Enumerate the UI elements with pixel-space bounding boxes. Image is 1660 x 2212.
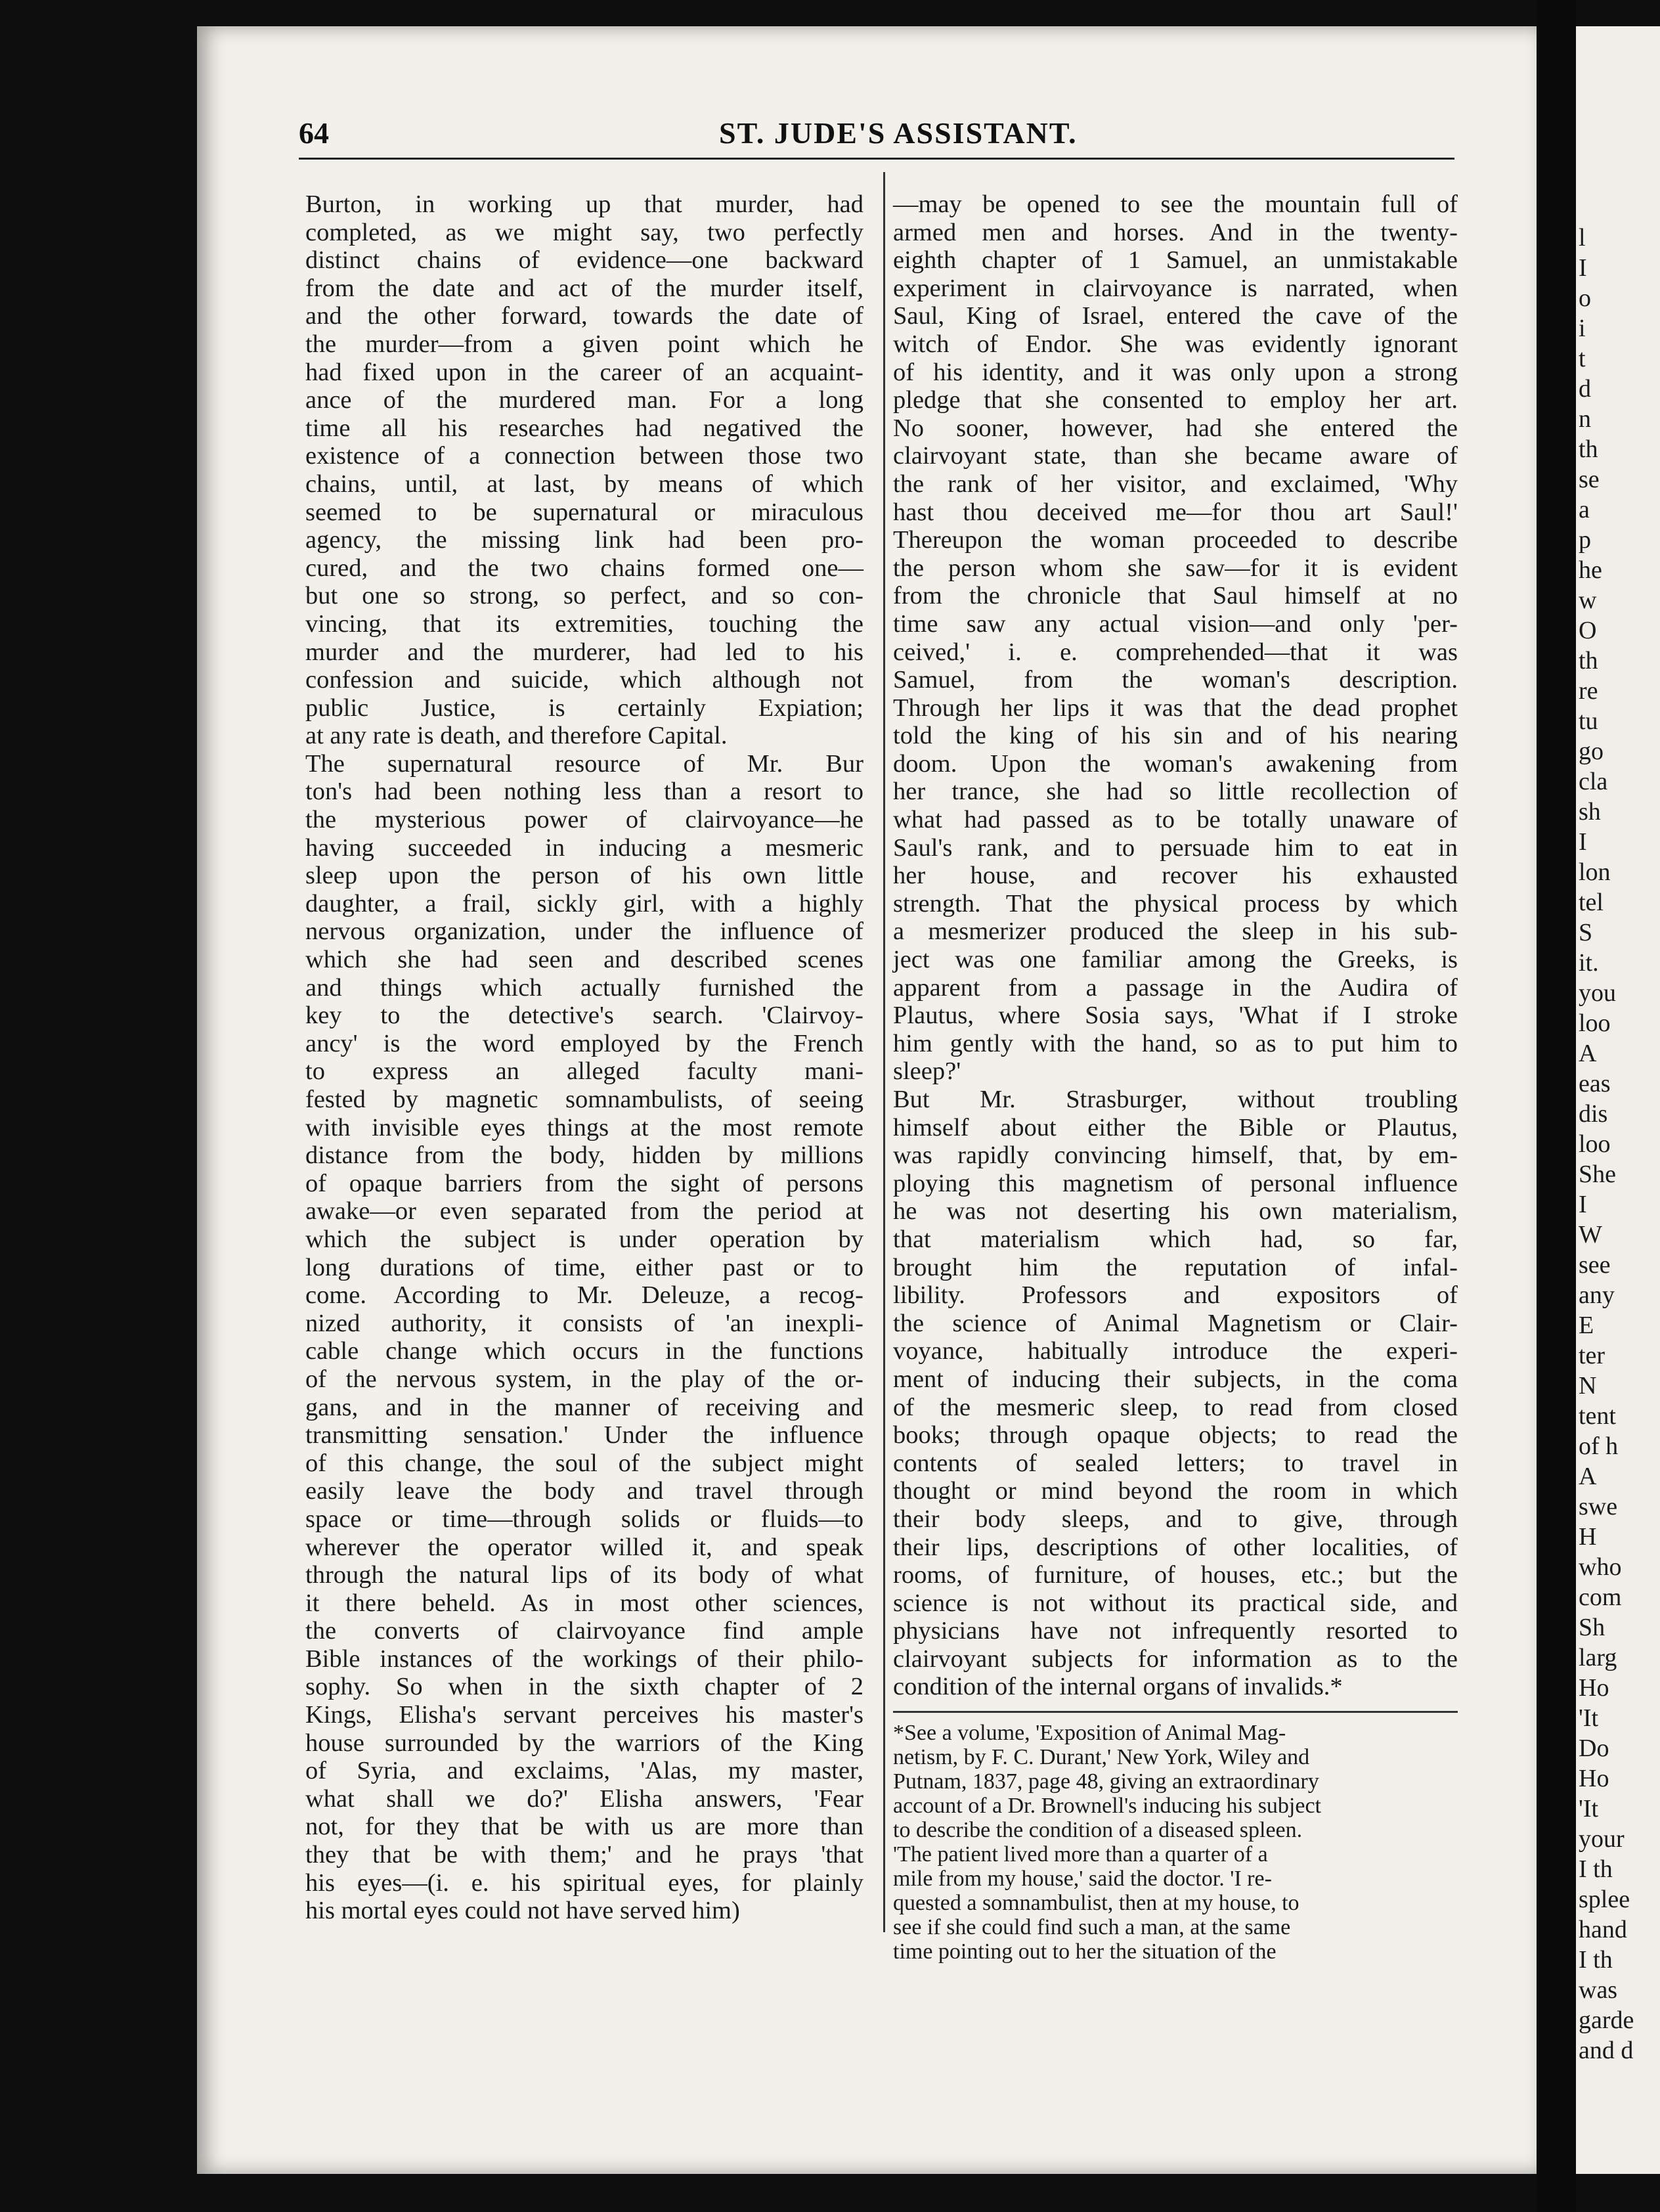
text-line: he was not deserting his own materialism, [893,1197,1458,1226]
text-line: confession and suicide, which although not [305,666,863,694]
text-line: ceived,' i. e. comprehended—that it was [893,638,1458,666]
text-line: doom. Upon the woman's awakening from [893,749,1458,778]
facing-page-fragment: d [1579,375,1591,403]
text-line: cured, and the two chains formed one— [305,554,863,582]
text-line: her house, and recover his exhausted [893,862,1458,890]
text-line: the rank of her visitor, and exclaimed, 'Why [893,470,1458,498]
facing-page-fragment: I [1579,1191,1587,1218]
facing-page-fragment: th [1579,647,1598,675]
text-line: science is not without its practical side, and [893,1589,1458,1617]
facing-page-fragment: any [1579,1281,1615,1309]
facing-page-fragment: loo [1579,1130,1611,1158]
facing-page-fragment: tel [1579,889,1604,916]
text-line: chains, until, at last, by means of which [305,470,863,498]
facing-page-fragment: dis [1579,1100,1608,1128]
facing-page-fragment: i [1579,315,1586,342]
text-line: agency, the missing link had been pro- [305,526,863,554]
facing-page-fragment: n [1579,405,1591,433]
text-line: vincing, that its extremities, touching the [305,609,863,638]
text-line: of Syria, and exclaims, 'Alas, my master, [305,1757,863,1785]
text-line: armed men and horses. And in the twenty- [893,218,1458,246]
facing-page-fragment: A [1579,1463,1597,1490]
text-line: thought or mind beyond the room in which [893,1477,1458,1505]
facing-page-fragment: l [1579,224,1586,252]
text-line: public Justice, is certainly Expiation; [305,694,863,722]
text-line: which the subject is under operation by [305,1225,863,1253]
text-line: ance of the murdered man. For a long [305,386,863,414]
facing-page-fragment: larg [1579,1644,1617,1671]
facing-page-fragment: was [1579,1976,1618,2004]
text-line: having succeeded in inducing a mesmeric [305,833,863,862]
text-line: seemed to be supernatural or miraculous [305,498,863,526]
facing-page-fragment: W [1579,1221,1602,1249]
text-line: it there beheld. As in most other sciences, [305,1589,863,1617]
text-line: transmitting sensation.' Under the influence [305,1421,863,1449]
text-line: from the chronicle that Saul himself at no [893,582,1458,610]
text-line: their lips, descriptions of other localities, of [893,1533,1458,1561]
facing-page-fragment: se [1579,466,1600,493]
text-line: they that be with them;' and he prays 'that [305,1841,863,1869]
facing-page-fragment: Do [1579,1735,1609,1762]
facing-page-fragment: th [1579,435,1598,463]
text-line: the mysterious power of clairvoyance—he [305,806,863,834]
text-line: a mesmerizer produced the sleep in his sub- [893,918,1458,946]
text-line: libility. Professors and expositors of [893,1281,1458,1310]
facing-page-fragment: eas [1579,1070,1611,1097]
facing-page-fragment: p [1579,526,1591,554]
text-line: sleep?' [893,1057,961,1086]
facing-page-fragment: I [1579,828,1587,856]
facing-page-fragment: S [1579,919,1593,946]
text-line: of the mesmeric sleep, to read from closed [893,1393,1458,1421]
footnote [893,1721,1458,1964]
text-line: at any rate is death, and therefore Capital. [305,722,728,750]
text-line: that materialism which had, so far, [893,1225,1458,1253]
text-line: key to the detective's search. 'Clairvoy- [305,1002,863,1030]
text-line: No sooner, however, had she entered the [893,414,1458,442]
text-line: come. According to Mr. Deleuze, a recog- [305,1281,863,1310]
facing-page-fragment: She [1579,1161,1616,1188]
facing-page-fragment: tu [1579,707,1598,735]
facing-page-fragment: cla [1579,768,1608,795]
facing-page-fragment: you [1579,979,1616,1007]
text-line: easily leave the body and travel through [305,1477,863,1505]
page-header [299,112,1454,160]
facing-page-fragment: Sh [1579,1614,1605,1641]
facing-page-fragment: O [1579,617,1597,644]
text-line: ment of inducing their subjects, in the coma [893,1365,1458,1393]
text-line: from the date and act of the murder itself, [305,274,863,302]
text-line: his eyes—(i. e. his spiritual eyes, for plainly [305,1869,863,1897]
facing-page-fragment: who [1579,1553,1622,1581]
text-line: Burton, in working up that murder, had [305,190,863,218]
facing-page-fragment: loo [1579,1009,1611,1037]
facing-page-fragment: hand [1579,1916,1627,1943]
text-line: completed, as we might say, two perfectly [305,218,863,246]
text-line: ancy' is the word employed by the French [305,1029,863,1057]
text-line: of this change, the soul of the subject might [305,1449,863,1477]
facing-page-fragment: E [1579,1312,1594,1339]
text-line: him gently with the hand, so as to put him to [893,1029,1458,1057]
footnote-line: Putnam, 1837, page 48, giving an extraordinary [893,1769,1319,1794]
text-line: their body sleeps, and to give, through [893,1505,1458,1533]
text-line: what had passed as to be totally unaware of [893,806,1458,834]
facing-page-fragment: it. [1579,949,1599,977]
facing-page-fragment: Ho [1579,1674,1609,1702]
text-line: hast thou deceived me—for thou art Saul!' [893,498,1458,526]
text-line: condition of the internal organs of invalids.* [893,1673,1343,1701]
text-line: pledge that she consented to employ her art. [893,386,1458,414]
text-line: wherever the operator willed it, and speak [305,1533,863,1561]
left-column [305,190,863,1925]
text-line: existence of a connection between those two [305,442,863,470]
facing-page-fragment: a [1579,496,1590,523]
text-line: voyance, habitually introduce the experi- [893,1337,1458,1365]
text-line: books; through opaque objects; to read the [893,1421,1458,1449]
text-line: daughter, a frail, sickly girl, with a highly [305,889,863,918]
facing-page-fragment: re [1579,677,1598,705]
text-line: contents of sealed letters; to travel in [893,1449,1458,1477]
text-line: and things which actually furnished the [305,973,863,1002]
footnote-line: 'The patient lived more than a quarter of a [893,1842,1268,1867]
facing-page-fragment: N [1579,1372,1597,1400]
text-line: clairvoyant state, than she became aware of [893,442,1458,470]
text-line: Through her lips it was that the dead prophet [893,694,1458,722]
text-line: clairvoyant subjects for information as to the [893,1645,1458,1673]
text-line: long durations of time, either past or to [305,1253,863,1281]
text-line: Samuel, from the woman's description. [893,666,1458,694]
facing-page-fragment: com [1579,1583,1622,1611]
text-line: distance from the body, hidden by millions [305,1141,863,1170]
facing-page-fragment: go [1579,738,1604,765]
text-line: time saw any actual vision—and only 'per- [893,609,1458,638]
facing-page-fragment: H [1579,1523,1597,1551]
text-line: murder and the murderer, had led to his [305,638,863,666]
text-line: not, for they that be with us are more than [305,1813,863,1841]
facing-page-fragment: your [1579,1825,1625,1853]
text-line: rooms, of furniture, of houses, etc.; but the [893,1561,1458,1589]
text-line: the converts of clairvoyance find ample [305,1617,863,1645]
page-number: 64 [299,116,329,150]
right-column [893,190,1458,1701]
text-line: of opaque barriers from the sight of persons [305,1169,863,1197]
text-line: cable change which occurs in the functions [305,1337,863,1365]
facing-page-fragment: swe [1579,1493,1618,1520]
text-line: the murder—from a given point which he [305,330,863,358]
text-line: time all his researches had negatived the [305,414,863,442]
text-line: witch of Endor. She was evidently ignorant [893,330,1458,358]
text-line: experiment in clairvoyance is narrated, when [893,274,1458,302]
facing-page-fragment: 'It [1579,1795,1599,1823]
facing-page-fragment: splee [1579,1886,1630,1913]
text-line: nized authority, it consists of 'an inexpli- [305,1309,863,1337]
facing-page-fragment: ter [1579,1342,1605,1369]
text-line: through the natural lips of its body of what [305,1561,863,1589]
text-line: —may be opened to see the mountain full of [893,190,1458,218]
text-line: apparent from a passage in the Audira of [893,973,1458,1002]
text-line: house surrounded by the warriors of the King [305,1729,863,1757]
text-line: Plautus, where Sosia says, 'What if I stroke [893,1002,1458,1030]
column-divider [883,172,885,1932]
text-line: the science of Animal Magnetism or Clair- [893,1309,1458,1337]
footnote-divider [893,1711,1458,1713]
footnote-line: to describe the condition of a diseased spleen. [893,1818,1303,1842]
facing-page-fragment: he [1579,556,1602,584]
text-line: of the nervous system, in the play of the or- [305,1365,863,1393]
text-line: sophy. So when in the sixth chapter of 2 [305,1673,863,1701]
facing-page-fragment: A [1579,1040,1597,1067]
facing-page-fragment: see [1579,1251,1611,1279]
text-line: and the other forward, towards the date of [305,302,863,330]
text-line: awake—or even separated from the period at [305,1197,863,1226]
text-line: was rapidly convincing himself, that, by em- [893,1141,1458,1170]
text-line: with invisible eyes things at the most remote [305,1113,863,1141]
text-line: distinct chains of evidence—one backward [305,246,863,275]
text-line: himself about either the Bible or Plautus, [893,1113,1458,1141]
text-line: brought him the reputation of infal- [893,1253,1458,1281]
binding-gutter [1537,0,1576,2212]
text-line: Bible instances of the workings of their philo- [305,1645,863,1673]
text-line: But Mr. Strasburger, without troubling [893,1086,1458,1113]
facing-page-fragment: tent [1579,1402,1616,1430]
footnote-line: quested a somnambulist, then at my house, to [893,1891,1300,1915]
text-line: ton's had been nothing less than a resort to [305,778,863,806]
facing-page-fragment: I [1579,254,1587,282]
text-line: nervous organization, under the influence of [305,918,863,946]
facing-page-fragment: lon [1579,858,1611,886]
footnote-line: account of a Dr. Brownell's inducing his subject [893,1794,1321,1818]
text-line: Kings, Elisha's servant perceives his master's [305,1701,863,1729]
text-line: physicians have not infrequently resorted to [893,1617,1458,1645]
text-line: ploying this magnetism of personal influence [893,1169,1458,1197]
facing-page-fragment: I th [1579,1946,1613,1974]
footnote-line: netism, by F. C. Durant,' New York, Wiley and [893,1745,1310,1769]
text-line: ject was one familiar among the Greeks, is [893,946,1458,974]
facing-page-edge [1576,26,1660,2174]
text-line: Thereupon the woman proceeded to describe [893,526,1458,554]
text-line: told the king of his sin and of his nearing [893,722,1458,750]
text-line: the person whom she saw—for it is evident [893,554,1458,582]
footnote-line: mile from my house,' said the doctor. 'I re- [893,1867,1272,1891]
text-line: The supernatural resource of Mr. Bur [305,749,863,778]
text-line: Saul's rank, and to persuade him to eat in [893,833,1458,862]
facing-page-fragment: o [1579,284,1591,312]
facing-page-fragment: t [1579,345,1586,372]
text-line: fested by magnetic somnambulists, of seeing [305,1086,863,1113]
footnote-line: see if she could find such a man, at the same [893,1915,1291,1939]
text-line: gans, and in the manner of receiving and [305,1393,863,1421]
text-line: sleep upon the person of his own little [305,862,863,890]
text-line: his mortal eyes could not have served him) [305,1897,740,1925]
footnote-line: time pointing out to her the situation of the [893,1939,1277,1964]
text-line: which she had seen and described scenes [305,946,863,974]
facing-page-fragment: garde [1579,2006,1634,2034]
text-line: her trance, she had so little recollection of [893,778,1458,806]
facing-page-fragment: w [1579,586,1597,614]
text-line: strength. That the physical process by which [893,889,1458,918]
text-line: eighth chapter of 1 Samuel, an unmistakable [893,246,1458,275]
text-line: what shall we do?' Elisha answers, 'Fear [305,1784,863,1813]
facing-page-fragment: I th [1579,1855,1613,1883]
facing-page-fragment: 'It [1579,1704,1599,1732]
text-line: space or time—through solids or fluids—to [305,1505,863,1533]
text-line: to express an alleged faculty mani- [305,1057,863,1086]
facing-page-fragment: Ho [1579,1765,1609,1792]
text-line: had fixed upon in the career of an acquaint- [305,358,863,386]
facing-page-fragment: of h [1579,1432,1619,1460]
text-line: but one so strong, so perfect, and so con- [305,582,863,610]
footnote-line: *See a volume, 'Exposition of Animal Mag- [893,1721,1286,1745]
facing-page-fragment: and d [1579,2037,1634,2064]
text-line: of his identity, and it was only upon a strong [893,358,1458,386]
facing-page-fragment: sh [1579,798,1601,826]
running-head: ST. JUDE'S ASSISTANT. [719,116,1078,150]
text-line: Saul, King of Israel, entered the cave of the [893,302,1458,330]
